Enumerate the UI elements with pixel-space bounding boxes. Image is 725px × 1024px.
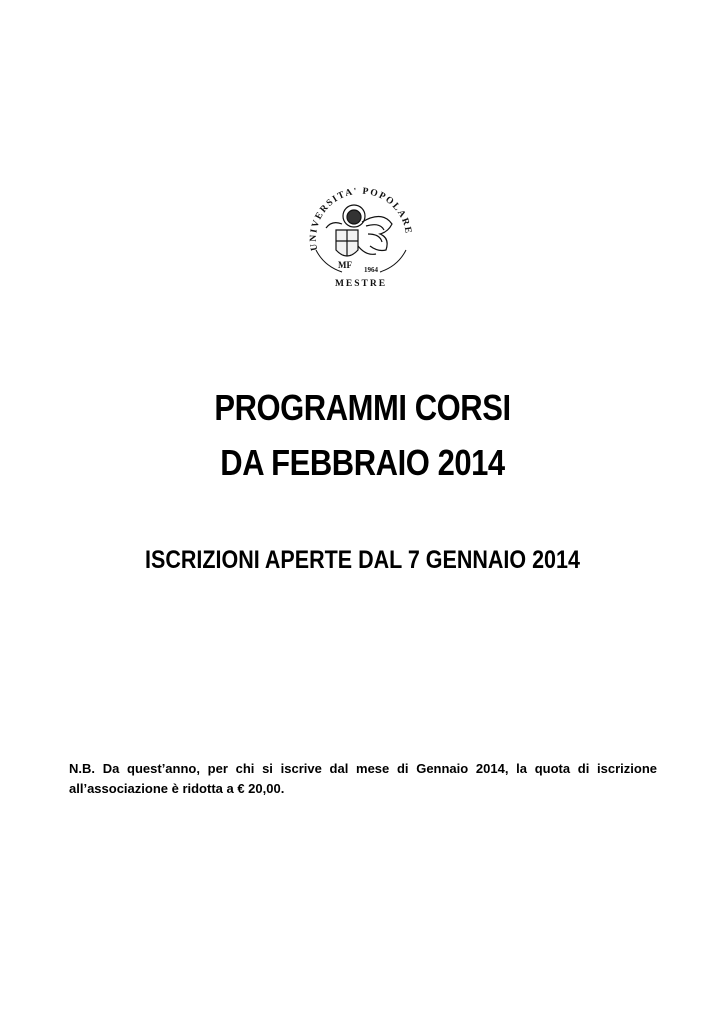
note-paragraph: N.B. Da quest’anno, per chi si iscrive dal mese di Gennaio 2014, la quota di iscrizione all’associazione è ridotta a € 20,00. [69, 761, 657, 796]
seal-monogram: MF [338, 260, 352, 270]
university-seal-logo [296, 180, 426, 290]
seal-year: 1964 [364, 266, 378, 274]
seal-top-text: UNIVERSITA' POPOLARE [308, 186, 413, 252]
seal-bottom-text: MESTRE [334, 279, 388, 289]
title-line-2: DA FEBBRAIO 2014 [220, 442, 505, 483]
lion-seal-icon [296, 180, 426, 290]
subtitle-enrollment: ISCRIZIONI APERTE DAL 7 GENNAIO 2014 [145, 546, 580, 574]
title-line-1: PROGRAMMI CORSI [214, 387, 511, 428]
